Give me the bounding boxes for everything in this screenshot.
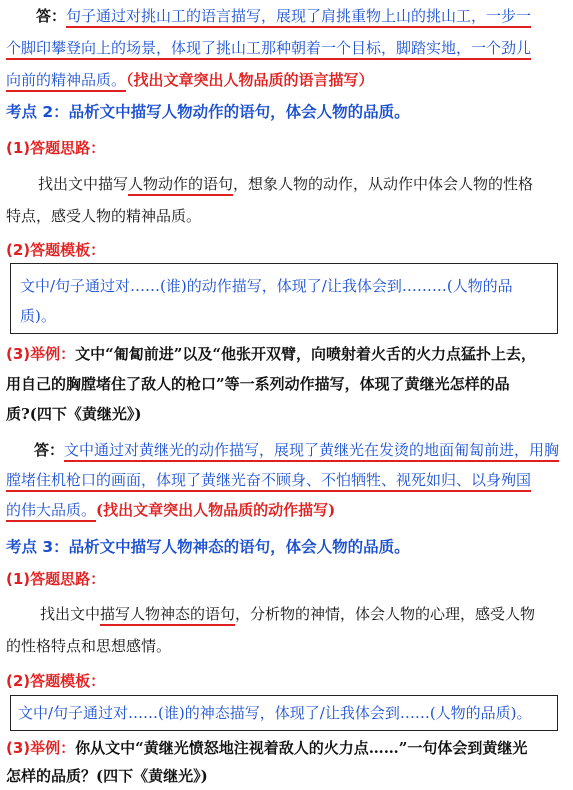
s2-idea-rest: ，想象人物的动作，从动作中体会人物的性格 [233,175,534,193]
s2-answer-text-1: 文中通过对黄继光的动作描写，展现了黄继光在发烫的地面匍匐前进，用胸 [64,441,559,462]
s1-answer-text-1: 句子通过对挑山工的语言描写，展现了肩挑重物上山的挑山工，一步一 [66,7,531,28]
s3-example-line-2: 怎样的品质？(四下《黄继光》) [6,767,208,785]
s2-idea-prefix: 找出文中描写 [38,175,129,193]
s2-answer-line-3 [6,500,335,520]
s3-example-line-1 [6,738,527,758]
s2-template-box [10,263,558,334]
s3-template-label: (2)答题模板： [6,672,106,690]
s1-answer-note: （找出文章突出人物品质的语言描写） [126,71,374,89]
s2-idea-highlight: 人物动作的语句 [128,175,233,196]
s2-example-line-2: 用自己的胸膛堵住了敌人的枪口”等一系列动作描写，体现了黄继光怎样的品 [6,375,510,393]
s3-idea-prefix: 找出文中 [40,605,101,623]
s2-example-line-1 [6,344,536,364]
s2-answer-label: 答： [34,441,65,459]
s1-answer-label: 答： [36,7,67,25]
s3-idea-highlight: 描写人物神态的语句 [100,605,235,626]
s1-answer-text-3: 向前的精神品质。 [6,71,126,92]
s3-heading: 考点 3：品析文中描写人物神态的语句，体会人物的品质。 [6,538,410,556]
s2-example-label: (3)举例： [6,345,76,363]
s2-idea-line-2: 特点，感受人物的精神品质。 [6,207,202,225]
s3-example-text-1: 你从文中“黄继光愤怒地注视着敌人的火力点……”一句体会到黄继光 [75,739,528,757]
s2-answer-line-2 [6,470,531,490]
s2-heading: 考点 2：品析文中描写人物动作的语句，体会人物的品质。 [6,103,410,121]
s2-template-line-2: 质)。 [20,307,56,325]
s3-idea-label: (1)答题思路： [6,570,106,588]
s1-answer-line-1 [36,6,531,26]
s2-answer-line-1 [34,440,559,460]
s1-answer-line-3 [6,70,374,90]
s2-answer-text-2: 膛堵住机枪口的画面，体现了黄继光奋不顾身、不怕牺牲、视死如归、以身殉国 [6,471,531,492]
s2-example-text-1: 文中“匍匐前进”以及“他张开双臂，向喷射着火舌的火力点猛扑上去， [75,345,537,363]
s3-example-label: (3)举例： [6,739,76,757]
s3-idea-rest: ，分析物的神情，体会人物的心理，感受人物 [235,605,536,623]
s2-answer-note: (找出文章突出人物品质的动作描写) [96,501,336,519]
s1-answer-text-2: 个脚印攀登向上的场景，体现了挑山工那种朝着一个目标，脚踏实地，一个劲儿 [6,39,531,60]
s3-template-line-1: 文中/句子通过对……(谁)的神态描写，体现了/让我体会到……(人物的品质)。 [18,704,532,722]
s3-idea-line-2: 的性格特点和思想感情。 [6,637,172,655]
s2-example-line-3: 质?(四下《黄继光》) [6,405,142,423]
s2-answer-text-3: 的伟大品质。 [6,501,96,522]
s3-idea-line-1 [40,604,535,624]
s2-template-label: (2)答题模板： [6,241,106,259]
s1-answer-line-2 [6,38,531,58]
s2-template-line-1: 文中/句子通过对……(谁)的动作描写，体现了/让我体会到………(人物的品 [20,277,513,295]
s2-idea-line-1 [38,174,533,194]
s2-idea-label: (1)答题思路： [6,139,106,157]
